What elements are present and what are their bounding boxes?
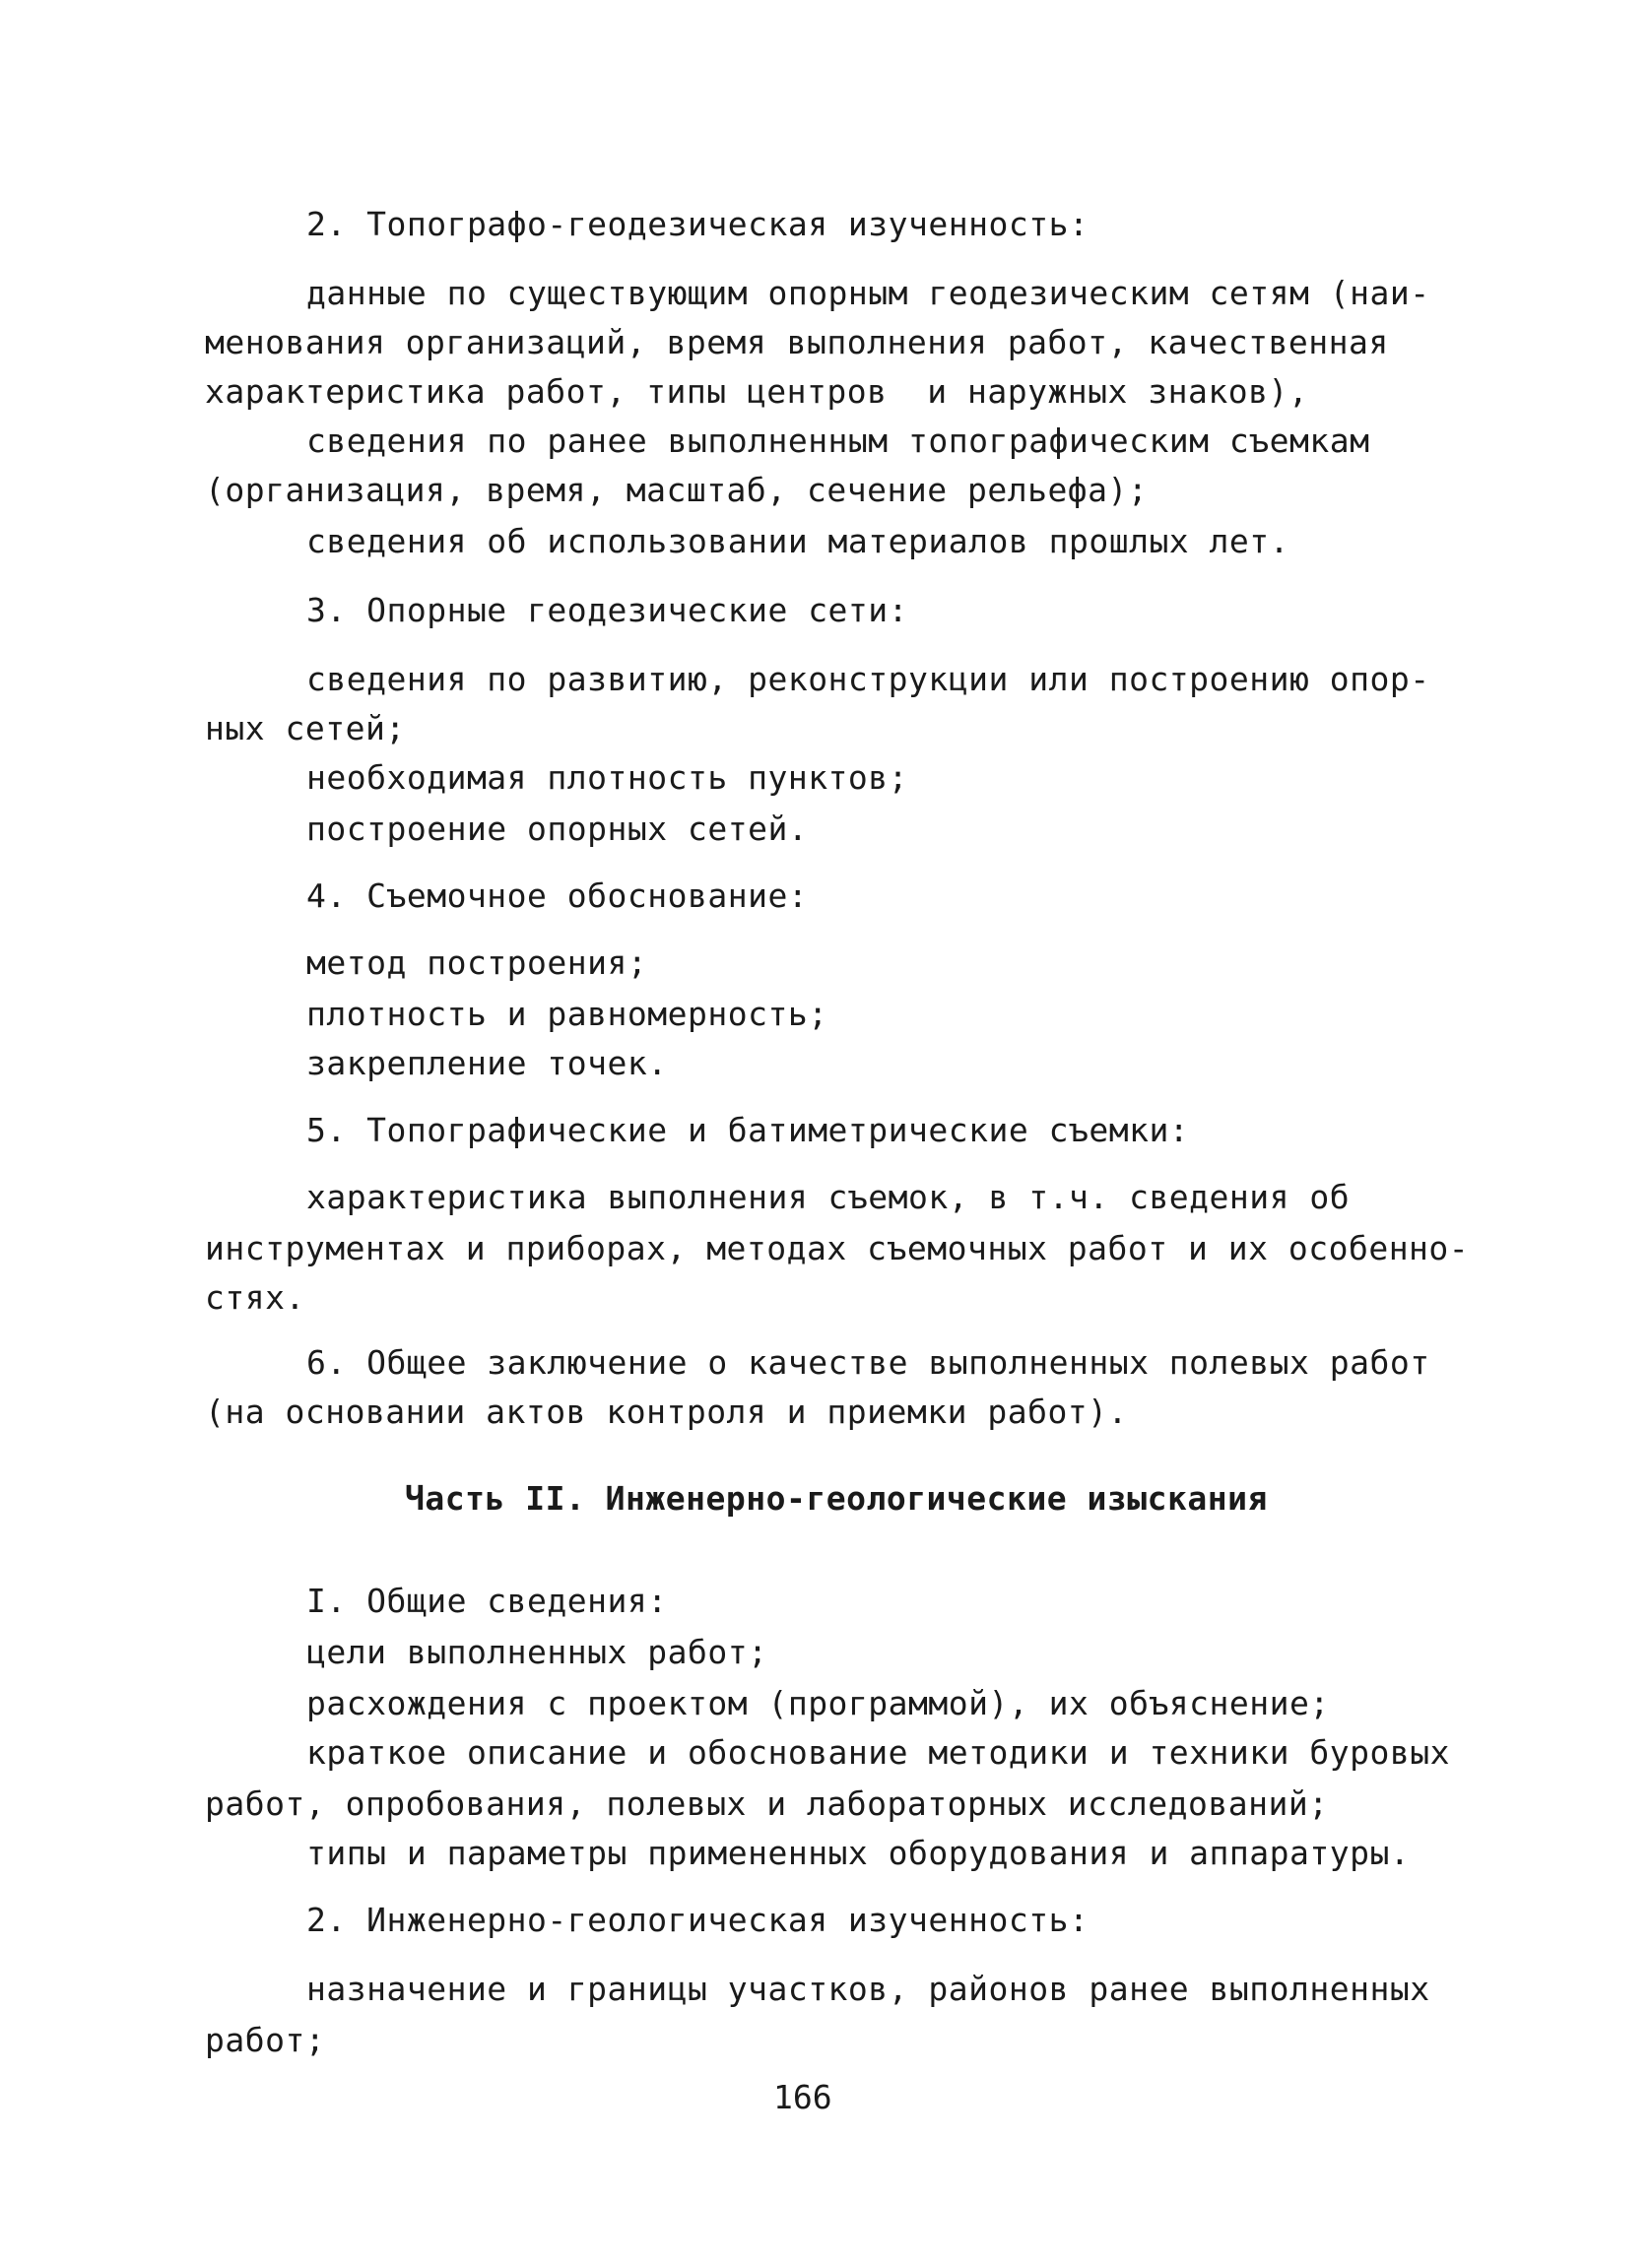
text-line: расхождения с проектом (программой), их объяснение; [306,1684,1330,1722]
text-line: типы и параметры примененных оборудования и аппаратуры. [306,1834,1411,1872]
text-line: сведения об использовании материалов прошлых лет. [306,522,1290,560]
section-heading-1: I. Общие сведения: [306,1582,668,1620]
text-line: характеристика работ, типы центров и наружных знаков), [205,372,1309,411]
text-line: построение опорных сетей. [306,810,809,848]
text-line: закрепление точек. [306,1044,668,1082]
text-line: необходимая плотность пунктов; [306,758,909,797]
text-line: (на основании актов контроля и приемки работ). [205,1393,1128,1431]
text-line: плотность и равномерность; [306,995,828,1033]
section-heading-6: 6. Общее заключение о качестве выполненных полевых работ [306,1343,1430,1382]
text-line: инструментах и приборах, методах съемочных работ и их особенно- [205,1229,1470,1267]
page-number: 166 [773,2078,832,2116]
text-line: краткое описание и обоснование методики и техники буровых [306,1733,1450,1772]
text-line: назначение и границы участков, районов ранее выполненных [306,1970,1430,2008]
text-line: работ, опробования, полевых и лабораторных исследований; [205,1784,1329,1823]
text-line: менования организаций, время выполнения работ, качественная [205,323,1389,361]
text-line: (организация, время, масштаб, сечение рельефа); [205,471,1149,509]
text-line: данные по существующим опорным геодезическим сетям (наи- [306,274,1430,312]
text-line: метод построения; [306,943,648,982]
text-line: сведения по развитию, реконструкции или построению опор- [306,660,1430,698]
text-line: сведения по ранее выполненным топографическим съемкам [306,421,1370,460]
text-line: стях. [205,1278,305,1317]
text-line: работ; [205,2021,326,2059]
text-line: характеристика выполнения съемок, в т.ч. сведения об [306,1178,1351,1216]
section-heading-2: 2. Топографо-геодезическая изученность: [306,205,1090,243]
section-heading-3: 3. Опорные геодезические сети: [306,591,909,629]
part-title: Часть II. Инженерно-геологические изыскания [405,1479,1268,1518]
text-line: цели выполненных работ; [306,1633,768,1671]
section-heading-2b: 2. Инженерно-геологическая изученность: [306,1901,1090,1939]
section-heading-4: 4. Съемочное обоснование: [306,876,809,915]
text-line: ных сетей; [205,709,406,747]
section-heading-5: 5. Топографические и батиметрические съемки: [306,1111,1190,1149]
